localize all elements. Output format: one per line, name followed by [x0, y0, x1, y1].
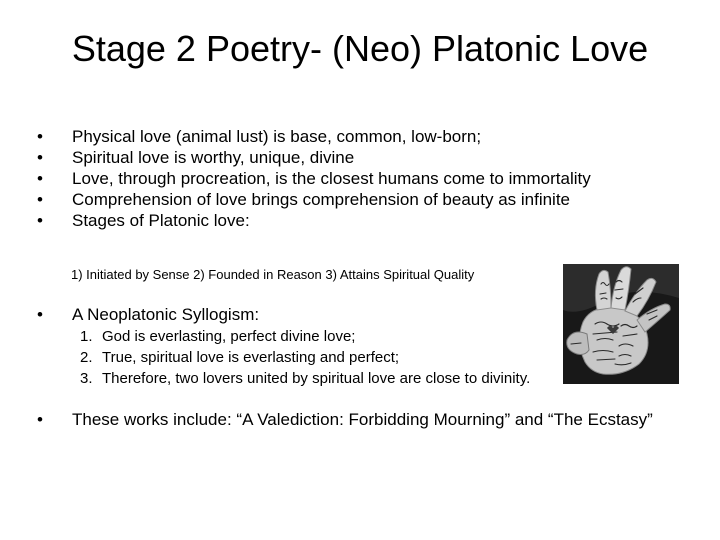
- bullet-text: Physical love (animal lust) is base, common, low-born;: [72, 127, 482, 146]
- bullet-dot: •: [37, 190, 43, 209]
- bullet-dot: •: [37, 169, 43, 188]
- bullet-item: [30, 147, 700, 168]
- works-bullet: [30, 409, 700, 430]
- syllogism-text: Therefore, two lovers united by spiritual love are close to divinity.: [102, 370, 531, 387]
- works-text: These works include: “A Valediction: Forbidding Mourning” and “The Ecstasy”: [72, 410, 653, 429]
- syllogism-number: 3.: [80, 370, 93, 387]
- bullet-item: [30, 210, 700, 231]
- syllogism-text: God is everlasting, perfect divine love;: [102, 328, 356, 345]
- platonic-stages-text: 1) Initiated by Sense 2) Founded in Reason 3) Attains Spiritual Quality: [71, 267, 475, 282]
- syllogism-item: [80, 368, 640, 389]
- bullet-text: Stages of Platonic love:: [72, 211, 250, 230]
- syllogism-heading-text: A Neoplatonic Syllogism:: [72, 305, 260, 324]
- syllogism-heading: [30, 304, 570, 325]
- bullet-item: [30, 126, 700, 147]
- syllogism-number: 2.: [80, 349, 93, 366]
- syllogism-item: [80, 326, 640, 347]
- syllogism-text: True, spiritual love is everlasting and perfect;: [102, 349, 400, 366]
- hand-with-love-words-photo: [563, 264, 679, 384]
- bullet-text: Spiritual love is worthy, unique, divine: [72, 148, 355, 167]
- bullet-dot: •: [37, 211, 43, 230]
- bullet-dot: •: [37, 410, 43, 429]
- syllogism-number: 1.: [80, 328, 93, 345]
- bullet-dot: •: [37, 127, 43, 146]
- bullet-text: Comprehension of love brings comprehension of beauty as infinite: [72, 190, 571, 209]
- bullet-list: [30, 126, 700, 231]
- bullet-item: [30, 189, 700, 210]
- bullet-item: [30, 168, 700, 189]
- syllogism-list: [80, 326, 640, 389]
- syllogism-item: [80, 347, 640, 368]
- slide-title: Stage 2 Poetry- (Neo) Platonic Love: [71, 28, 649, 69]
- bullet-dot: •: [37, 305, 43, 324]
- bullet-dot: •: [37, 148, 43, 167]
- bullet-text: Love, through procreation, is the closest humans come to immortality: [72, 169, 591, 188]
